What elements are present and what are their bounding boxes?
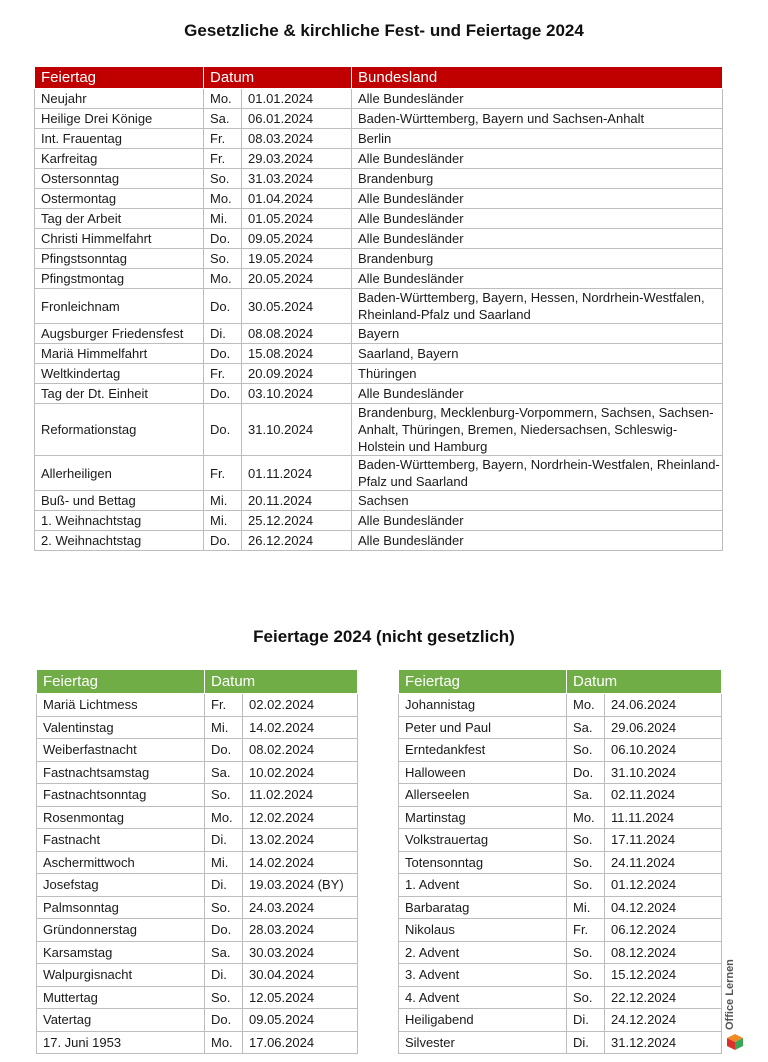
holiday-name-cell: 2. Weihnachtstag	[35, 531, 204, 551]
holiday-name-cell: 2. Advent	[399, 941, 567, 964]
date-cell: 10.02.2024	[243, 761, 358, 784]
date-cell: 14.02.2024	[243, 851, 358, 874]
weekday-cell: Mi.	[204, 209, 242, 229]
holiday-name-cell: Allerheiligen	[35, 456, 204, 491]
state-cell: Alle Bundesländer	[352, 531, 723, 551]
table-row	[37, 919, 358, 942]
state-cell: Berlin	[352, 129, 723, 149]
holiday-name-cell: Heiligabend	[399, 1009, 567, 1032]
weekday-cell: Sa.	[567, 716, 605, 739]
table-row	[399, 851, 722, 874]
date-cell: 08.08.2024	[242, 324, 352, 344]
header-datum: Datum	[204, 67, 352, 89]
holiday-name-cell: Allerseelen	[399, 784, 567, 807]
date-cell: 09.05.2024	[242, 229, 352, 249]
holiday-name-cell: Muttertag	[37, 986, 205, 1009]
table-row	[35, 89, 723, 109]
state-cell: Alle Bundesländer	[352, 89, 723, 109]
weekday-cell: Mo.	[204, 269, 242, 289]
state-cell: Alle Bundesländer	[352, 511, 723, 531]
table-row	[399, 964, 722, 987]
state-cell: Alle Bundesländer	[352, 209, 723, 229]
date-cell: 08.02.2024	[243, 739, 358, 762]
date-cell: 31.03.2024	[242, 169, 352, 189]
weekday-cell: Do.	[567, 761, 605, 784]
table-row	[35, 324, 723, 344]
date-cell: 03.10.2024	[242, 384, 352, 404]
weekday-cell: So.	[205, 784, 243, 807]
weekday-cell: Do.	[205, 1009, 243, 1032]
weekday-cell: Do.	[204, 344, 242, 364]
weekday-cell: Do.	[204, 384, 242, 404]
holiday-name-cell: Mariä Lichtmess	[37, 694, 205, 717]
weekday-cell: Do.	[204, 229, 242, 249]
holiday-name-cell: 17. Juni 1953	[37, 1031, 205, 1054]
weekday-cell: Do.	[205, 919, 243, 942]
date-cell: 02.02.2024	[243, 694, 358, 717]
weekday-cell: Mo.	[567, 694, 605, 717]
holiday-name-cell: Augsburger Friedensfest	[35, 324, 204, 344]
holiday-name-cell: Weltkindertag	[35, 364, 204, 384]
holiday-name-cell: Johannistag	[399, 694, 567, 717]
holiday-name-cell: Tag der Dt. Einheit	[35, 384, 204, 404]
date-cell: 04.12.2024	[605, 896, 722, 919]
weekday-cell: Mo.	[567, 806, 605, 829]
weekday-cell: Do.	[204, 404, 242, 456]
page-title: Gesetzliche & kirchliche Fest- und Feiertage 2024	[184, 21, 584, 40]
holiday-name-cell: Reformationstag	[35, 404, 204, 456]
state-cell: Saarland, Bayern	[352, 344, 723, 364]
date-cell: 30.05.2024	[242, 289, 352, 324]
holiday-name-cell: Rosenmontag	[37, 806, 205, 829]
holiday-name-cell: Gründonnerstag	[37, 919, 205, 942]
weekday-cell: Di.	[205, 829, 243, 852]
table-row	[399, 874, 722, 897]
holiday-name-cell: 1. Advent	[399, 874, 567, 897]
date-cell: 29.03.2024	[242, 149, 352, 169]
state-cell: Baden-Württemberg, Bayern, Nordrhein-Westfalen, Rheinland-Pfalz und Saarland	[352, 456, 723, 491]
holiday-name-cell: Palmsonntag	[37, 896, 205, 919]
holiday-name-cell: Totensonntag	[399, 851, 567, 874]
table-row	[35, 229, 723, 249]
table-row	[37, 986, 358, 1009]
holiday-name-cell: Silvester	[399, 1031, 567, 1054]
weekday-cell: Fr.	[567, 919, 605, 942]
state-cell: Alle Bundesländer	[352, 384, 723, 404]
weekday-cell: Fr.	[204, 149, 242, 169]
holiday-name-cell: Buß- und Bettag	[35, 491, 204, 511]
weekday-cell: So.	[204, 249, 242, 269]
holiday-name-cell: Heilige Drei Könige	[35, 109, 204, 129]
weekday-cell: Di.	[567, 1009, 605, 1032]
table-row	[399, 739, 722, 762]
weekday-cell: Fr.	[204, 456, 242, 491]
date-cell: 01.04.2024	[242, 189, 352, 209]
holiday-name-cell: Pfingstsonntag	[35, 249, 204, 269]
weekday-cell: So.	[567, 739, 605, 762]
header-feiertag: Feiertag	[35, 67, 204, 89]
date-cell: 09.05.2024	[243, 1009, 358, 1032]
holiday-name-cell: Halloween	[399, 761, 567, 784]
table-row	[399, 919, 722, 942]
table-row	[35, 129, 723, 149]
state-cell: Brandenburg	[352, 249, 723, 269]
state-cell: Alle Bundesländer	[352, 269, 723, 289]
holiday-name-cell: Fastnacht	[37, 829, 205, 852]
table-row	[35, 404, 723, 456]
weekday-cell: Mi.	[567, 896, 605, 919]
table-row	[37, 896, 358, 919]
holiday-name-cell: Volkstrauertag	[399, 829, 567, 852]
date-cell: 20.05.2024	[242, 269, 352, 289]
date-cell: 06.01.2024	[242, 109, 352, 129]
table-row	[35, 456, 723, 491]
date-cell: 08.03.2024	[242, 129, 352, 149]
state-cell: Alle Bundesländer	[352, 229, 723, 249]
table-row	[399, 694, 722, 717]
date-cell: 28.03.2024	[243, 919, 358, 942]
date-cell: 20.09.2024	[242, 364, 352, 384]
state-cell: Baden-Württemberg, Bayern und Sachsen-Anhalt	[352, 109, 723, 129]
table-row	[35, 109, 723, 129]
table-row	[37, 1009, 358, 1032]
date-cell: 24.11.2024	[605, 851, 722, 874]
table-row	[35, 289, 723, 324]
weekday-cell: Mo.	[204, 189, 242, 209]
header-datum: Datum	[567, 670, 722, 694]
holiday-name-cell: Karfreitag	[35, 149, 204, 169]
table-row	[37, 806, 358, 829]
date-cell: 29.06.2024	[605, 716, 722, 739]
table-row	[35, 531, 723, 551]
table-row	[399, 806, 722, 829]
weekday-cell: Mo.	[205, 1031, 243, 1054]
table-header-row	[35, 67, 723, 89]
weekday-cell: So.	[567, 986, 605, 1009]
weekday-cell: So.	[205, 986, 243, 1009]
weekday-cell: Sa.	[567, 784, 605, 807]
other-holidays-table-right	[398, 669, 722, 1054]
state-cell: Baden-Württemberg, Bayern, Hessen, Nordrhein-Westfalen, Rheinland-Pfalz und Saarland	[352, 289, 723, 324]
holiday-name-cell: Ostersonntag	[35, 169, 204, 189]
header-bundesland: Bundesland	[352, 67, 723, 89]
weekday-cell: Do.	[204, 531, 242, 551]
table-row	[37, 694, 358, 717]
date-cell: 24.06.2024	[605, 694, 722, 717]
weekday-cell: Mi.	[205, 716, 243, 739]
date-cell: 31.10.2024	[605, 761, 722, 784]
table-row	[399, 716, 722, 739]
weekday-cell: Fr.	[204, 129, 242, 149]
holiday-name-cell: Pfingstmontag	[35, 269, 204, 289]
date-cell: 14.02.2024	[243, 716, 358, 739]
weekday-cell: Fr.	[204, 364, 242, 384]
table-row	[35, 491, 723, 511]
state-cell: Brandenburg	[352, 169, 723, 189]
date-cell: 25.12.2024	[242, 511, 352, 531]
weekday-cell: So.	[567, 851, 605, 874]
weekday-cell: Mo.	[204, 89, 242, 109]
table-row	[37, 851, 358, 874]
date-cell: 31.10.2024	[242, 404, 352, 456]
table-row	[37, 716, 358, 739]
table-row	[35, 364, 723, 384]
date-cell: 20.11.2024	[242, 491, 352, 511]
table-row	[37, 941, 358, 964]
holiday-name-cell: Barbaratag	[399, 896, 567, 919]
table-row	[399, 941, 722, 964]
office-lernen-logo-icon	[727, 1034, 743, 1050]
table-row	[37, 739, 358, 762]
header-feiertag: Feiertag	[37, 670, 205, 694]
date-cell: 01.12.2024	[605, 874, 722, 897]
holiday-name-cell: Walpurgisnacht	[37, 964, 205, 987]
table-row	[37, 784, 358, 807]
holiday-name-cell: Aschermittwoch	[37, 851, 205, 874]
weekday-cell: So.	[567, 941, 605, 964]
weekday-cell: Mi.	[205, 851, 243, 874]
table-row	[35, 169, 723, 189]
table-row	[35, 209, 723, 229]
weekday-cell: Do.	[205, 739, 243, 762]
holiday-name-cell: 4. Advent	[399, 986, 567, 1009]
table-row	[399, 1009, 722, 1032]
weekday-cell: Mi.	[204, 511, 242, 531]
state-cell: Bayern	[352, 324, 723, 344]
header-feiertag: Feiertag	[399, 670, 567, 694]
table-row	[35, 344, 723, 364]
date-cell: 12.02.2024	[243, 806, 358, 829]
table-header-row	[399, 670, 722, 694]
weekday-cell: Sa.	[205, 761, 243, 784]
holiday-name-cell: Christi Himmelfahrt	[35, 229, 204, 249]
holiday-name-cell: Fastnachtsonntag	[37, 784, 205, 807]
weekday-cell: Mi.	[204, 491, 242, 511]
table-row	[399, 761, 722, 784]
holiday-name-cell: 1. Weihnachtstag	[35, 511, 204, 531]
weekday-cell: Di.	[205, 964, 243, 987]
date-cell: 01.05.2024	[242, 209, 352, 229]
date-cell: 15.08.2024	[242, 344, 352, 364]
holiday-name-cell: 3. Advent	[399, 964, 567, 987]
holiday-name-cell: Nikolaus	[399, 919, 567, 942]
weekday-cell: Di.	[205, 874, 243, 897]
date-cell: 15.12.2024	[605, 964, 722, 987]
logo-text: Office Lernen	[724, 959, 736, 1030]
state-cell: Alle Bundesländer	[352, 189, 723, 209]
date-cell: 11.11.2024	[605, 806, 722, 829]
weekday-cell: Di.	[204, 324, 242, 344]
holiday-name-cell: Karsamstag	[37, 941, 205, 964]
date-cell: 02.11.2024	[605, 784, 722, 807]
holiday-name-cell: Tag der Arbeit	[35, 209, 204, 229]
table-row	[37, 964, 358, 987]
date-cell: 19.03.2024 (BY)	[243, 874, 358, 897]
holiday-name-cell: Fastnachtsamstag	[37, 761, 205, 784]
weekday-cell: Di.	[567, 1031, 605, 1054]
section-title: Feiertage 2024 (nicht gesetzlich)	[253, 627, 515, 646]
holiday-name-cell: Int. Frauentag	[35, 129, 204, 149]
weekday-cell: Sa.	[205, 941, 243, 964]
table-row	[399, 1031, 722, 1054]
weekday-cell: So.	[205, 896, 243, 919]
date-cell: 26.12.2024	[242, 531, 352, 551]
table-header-row	[37, 670, 358, 694]
table-row	[35, 149, 723, 169]
holiday-name-cell: Peter und Paul	[399, 716, 567, 739]
date-cell: 30.03.2024	[243, 941, 358, 964]
table-row	[399, 986, 722, 1009]
weekday-cell: So.	[567, 829, 605, 852]
date-cell: 31.12.2024	[605, 1031, 722, 1054]
date-cell: 06.10.2024	[605, 739, 722, 762]
state-cell: Brandenburg, Mecklenburg-Vorpommern, Sachsen, Sachsen-Anhalt, Thüringen, Bremen, Niedersachsen, Schleswig-Holstein und Hamburg	[352, 404, 723, 456]
state-cell: Alle Bundesländer	[352, 149, 723, 169]
date-cell: 08.12.2024	[605, 941, 722, 964]
holiday-name-cell: Josefstag	[37, 874, 205, 897]
holiday-name-cell: Mariä Himmelfahrt	[35, 344, 204, 364]
date-cell: 17.06.2024	[243, 1031, 358, 1054]
table-row	[37, 1031, 358, 1054]
legal-holidays-table	[34, 66, 723, 551]
weekday-cell: Do.	[204, 289, 242, 324]
weekday-cell: Mo.	[205, 806, 243, 829]
holiday-name-cell: Neujahr	[35, 89, 204, 109]
date-cell: 13.02.2024	[243, 829, 358, 852]
date-cell: 01.01.2024	[242, 89, 352, 109]
date-cell: 11.02.2024	[243, 784, 358, 807]
state-cell: Sachsen	[352, 491, 723, 511]
table-row	[399, 896, 722, 919]
date-cell: 01.11.2024	[242, 456, 352, 491]
table-row	[35, 189, 723, 209]
other-holidays-table-left	[36, 669, 358, 1054]
date-cell: 19.05.2024	[242, 249, 352, 269]
table-row	[35, 249, 723, 269]
weekday-cell: Sa.	[204, 109, 242, 129]
holiday-name-cell: Erntedankfest	[399, 739, 567, 762]
holiday-name-cell: Vatertag	[37, 1009, 205, 1032]
table-row	[37, 829, 358, 852]
date-cell: 06.12.2024	[605, 919, 722, 942]
header-datum: Datum	[205, 670, 358, 694]
state-cell: Thüringen	[352, 364, 723, 384]
date-cell: 12.05.2024	[243, 986, 358, 1009]
holiday-name-cell: Martinstag	[399, 806, 567, 829]
date-cell: 30.04.2024	[243, 964, 358, 987]
date-cell: 17.11.2024	[605, 829, 722, 852]
table-row	[37, 761, 358, 784]
holiday-name-cell: Weiberfastnacht	[37, 739, 205, 762]
weekday-cell: Fr.	[205, 694, 243, 717]
holiday-name-cell: Ostermontag	[35, 189, 204, 209]
table-row	[35, 511, 723, 531]
weekday-cell: So.	[567, 964, 605, 987]
table-row	[35, 269, 723, 289]
table-row	[35, 384, 723, 404]
holiday-name-cell: Valentinstag	[37, 716, 205, 739]
date-cell: 24.03.2024	[243, 896, 358, 919]
weekday-cell: So.	[204, 169, 242, 189]
date-cell: 24.12.2024	[605, 1009, 722, 1032]
holiday-name-cell: Fronleichnam	[35, 289, 204, 324]
table-row	[399, 784, 722, 807]
table-row	[37, 874, 358, 897]
date-cell: 22.12.2024	[605, 986, 722, 1009]
weekday-cell: So.	[567, 874, 605, 897]
table-row	[399, 829, 722, 852]
